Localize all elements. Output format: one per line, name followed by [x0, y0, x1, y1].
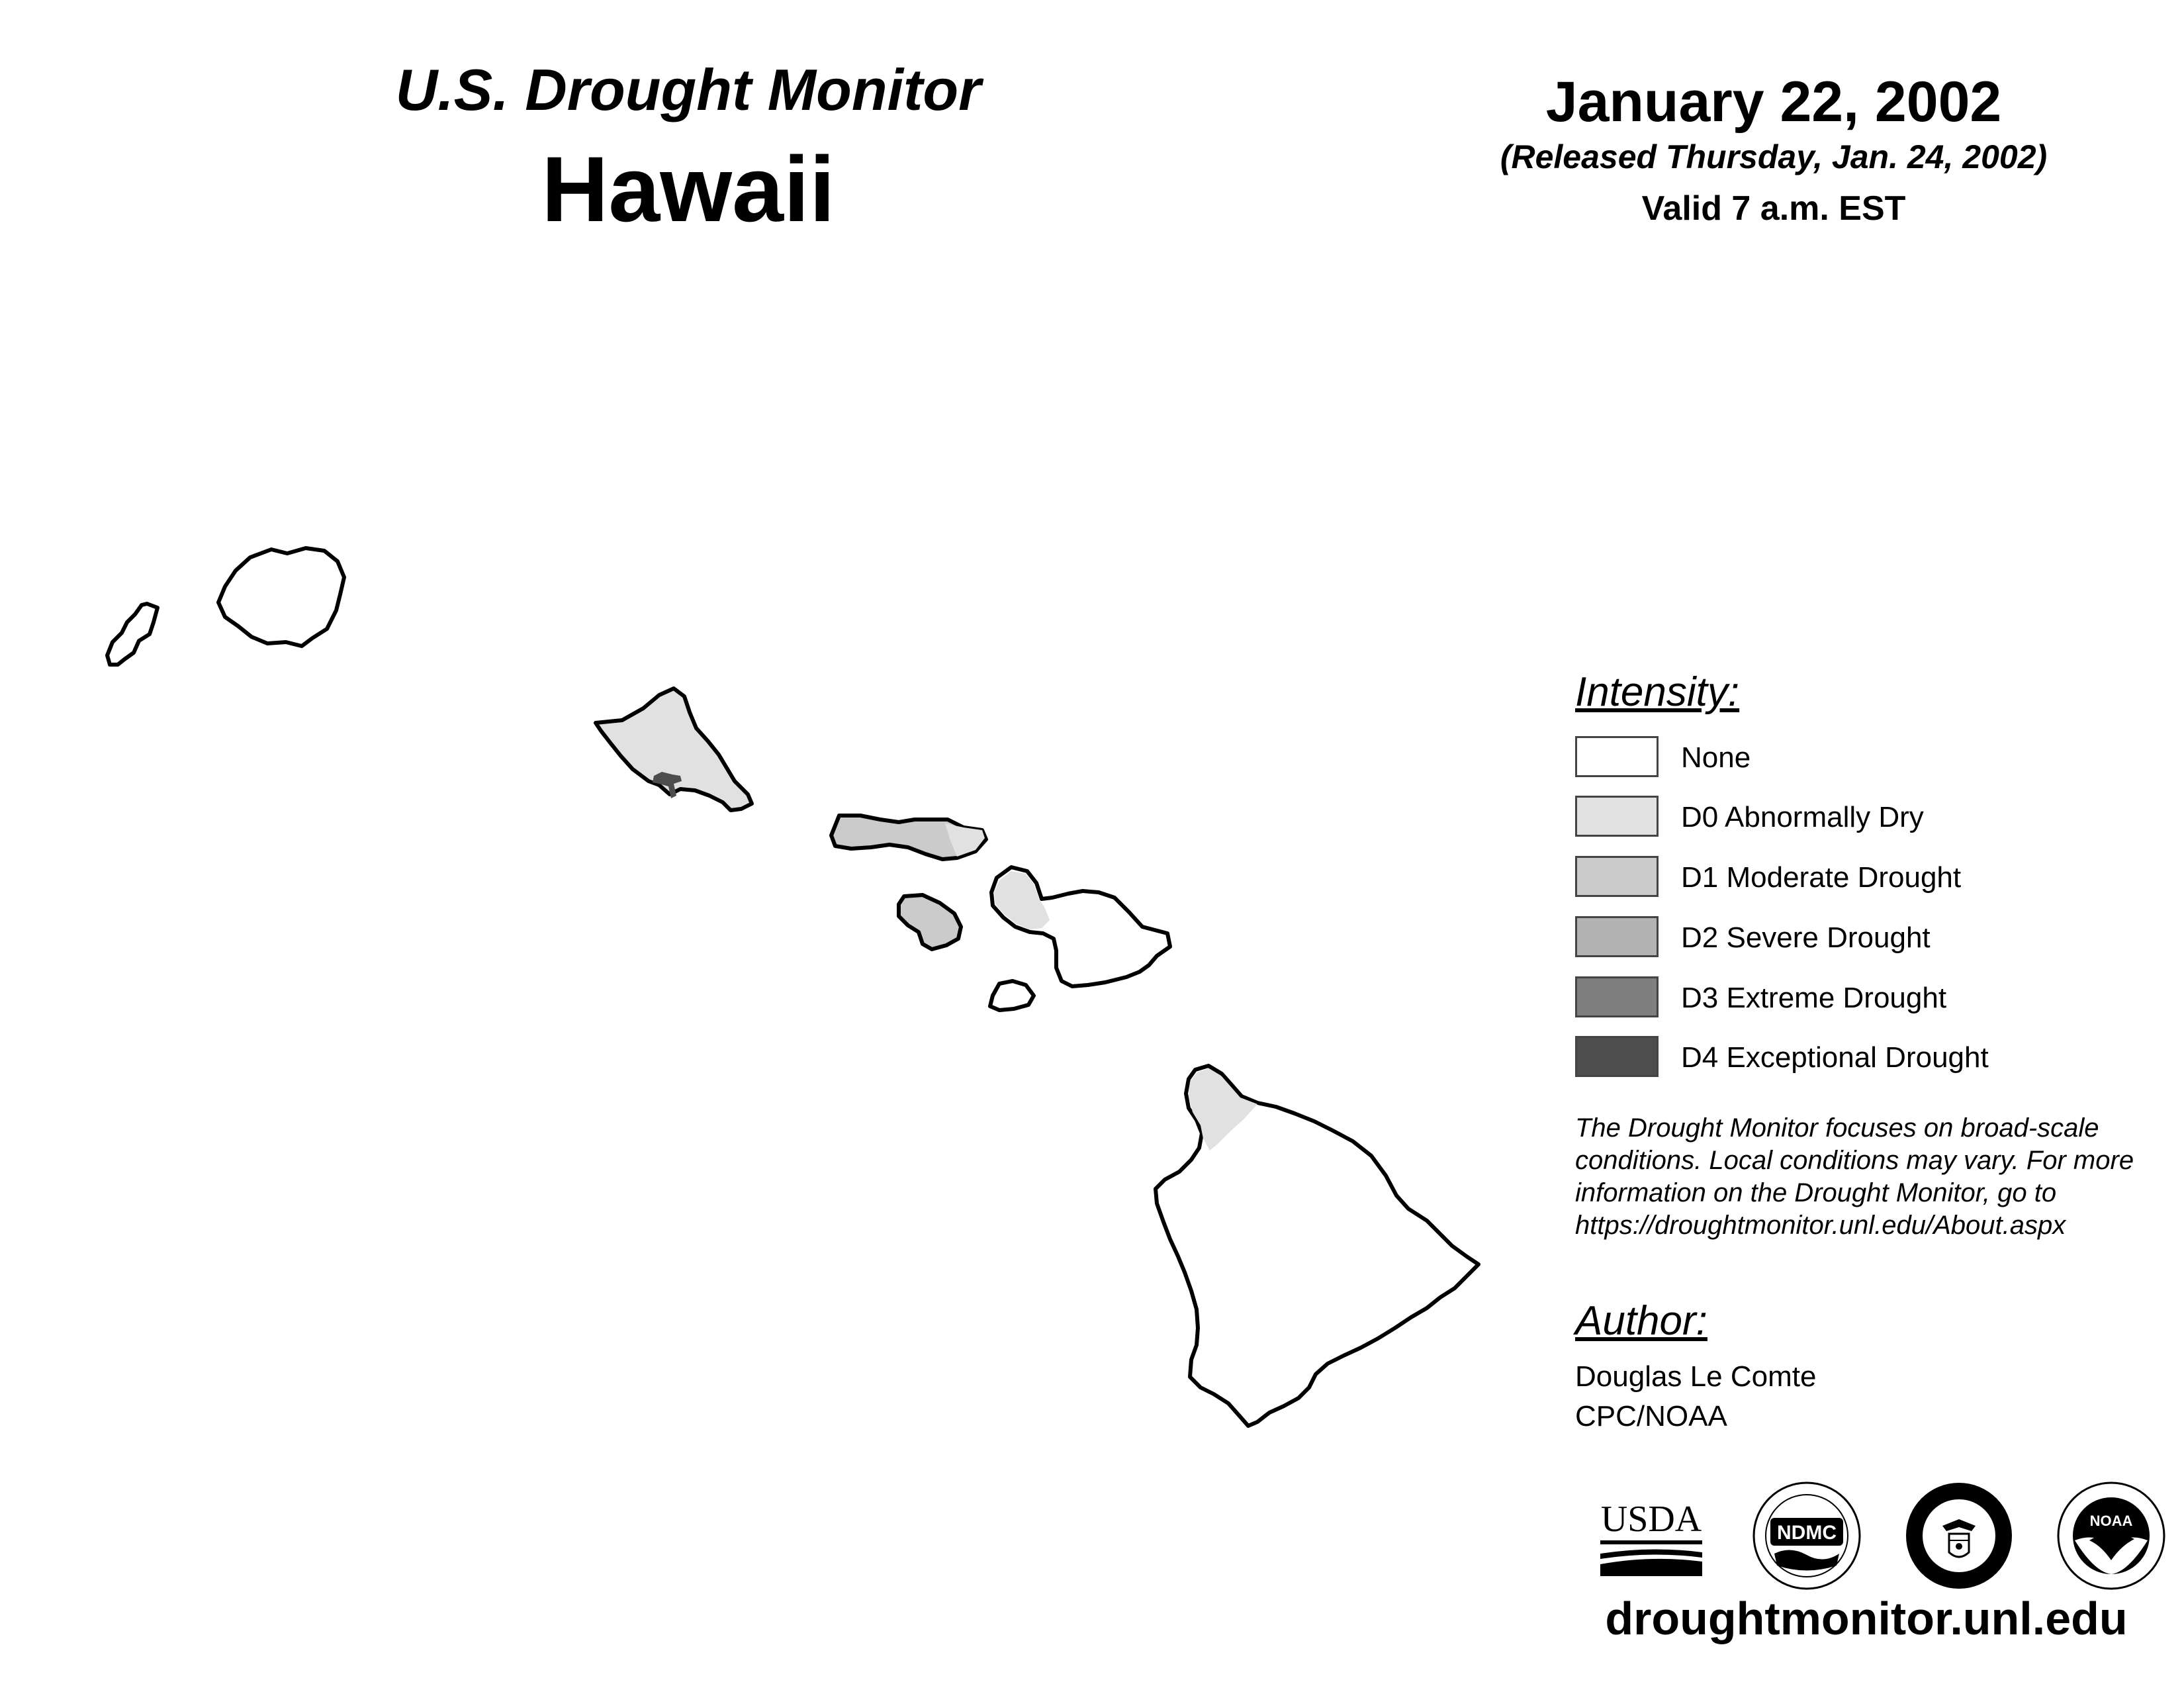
legend-swatch-d4	[1575, 1036, 1659, 1077]
legend-heading: Intensity:	[1575, 669, 1740, 715]
author-name: Douglas Le Comte	[1575, 1360, 1817, 1393]
ndmc-logo	[1751, 1479, 1863, 1592]
release-note: (Released Thursday, Jan. 24, 2002)	[1500, 138, 2048, 175]
legend-label: D4 Exceptional Drought	[1681, 1041, 1989, 1074]
legend-swatch-d3	[1575, 976, 1659, 1017]
product-title: U.S. Drought Monitor	[395, 57, 981, 122]
legend-item-d4	[1575, 1036, 2171, 1080]
disclaimer-text: The Drought Monitor focuses on broad-scale conditions. Local conditions may vary. For more information on the Drought Monitor, go to https://droughtmonitor.unl.edu/About.aspx	[1575, 1113, 2134, 1240]
legend-swatch-none	[1575, 736, 1659, 777]
legend-item-d3	[1575, 976, 2171, 1020]
legend-swatch-d0	[1575, 796, 1659, 837]
legend-label: D2 Severe Drought	[1681, 921, 1931, 954]
doc-logo	[1903, 1479, 2015, 1592]
author-org: CPC/NOAA	[1575, 1400, 1727, 1432]
island-kahoolawe	[990, 981, 1034, 1010]
legend-label: D3 Extreme Drought	[1681, 982, 1947, 1014]
legend-swatch-d2	[1575, 916, 1659, 957]
author-heading: Author:	[1575, 1298, 1707, 1344]
usda-logo	[1595, 1479, 1707, 1592]
legend-label: None	[1681, 741, 1751, 774]
legend-item-d1	[1575, 856, 2171, 900]
legend-item-d0	[1575, 796, 2171, 839]
legend-item-d2	[1575, 916, 2171, 960]
noaa-logo-text: NOAA	[2089, 1513, 2133, 1529]
legend-swatch-d1	[1575, 856, 1659, 897]
noaa-logo	[2055, 1479, 2167, 1592]
island-niihau	[107, 604, 158, 665]
legend-label: D1 Moderate Drought	[1681, 861, 1962, 894]
usda-logo-text: USDA	[1600, 1499, 1702, 1540]
site-url[interactable]: droughtmonitor.unl.edu	[1605, 1593, 2128, 1644]
legend-item-none	[1575, 736, 2171, 780]
map-date: January 22, 2002	[1545, 70, 2002, 134]
legend-label: D0 Abnormally Dry	[1681, 801, 1924, 833]
region-title: Hawaii	[541, 137, 835, 241]
valid-time: Valid 7 a.m. EST	[1641, 189, 1906, 228]
island-kauai	[218, 548, 344, 646]
island-lanai	[899, 895, 961, 949]
ndmc-logo-text: NDMC	[1777, 1522, 1837, 1544]
